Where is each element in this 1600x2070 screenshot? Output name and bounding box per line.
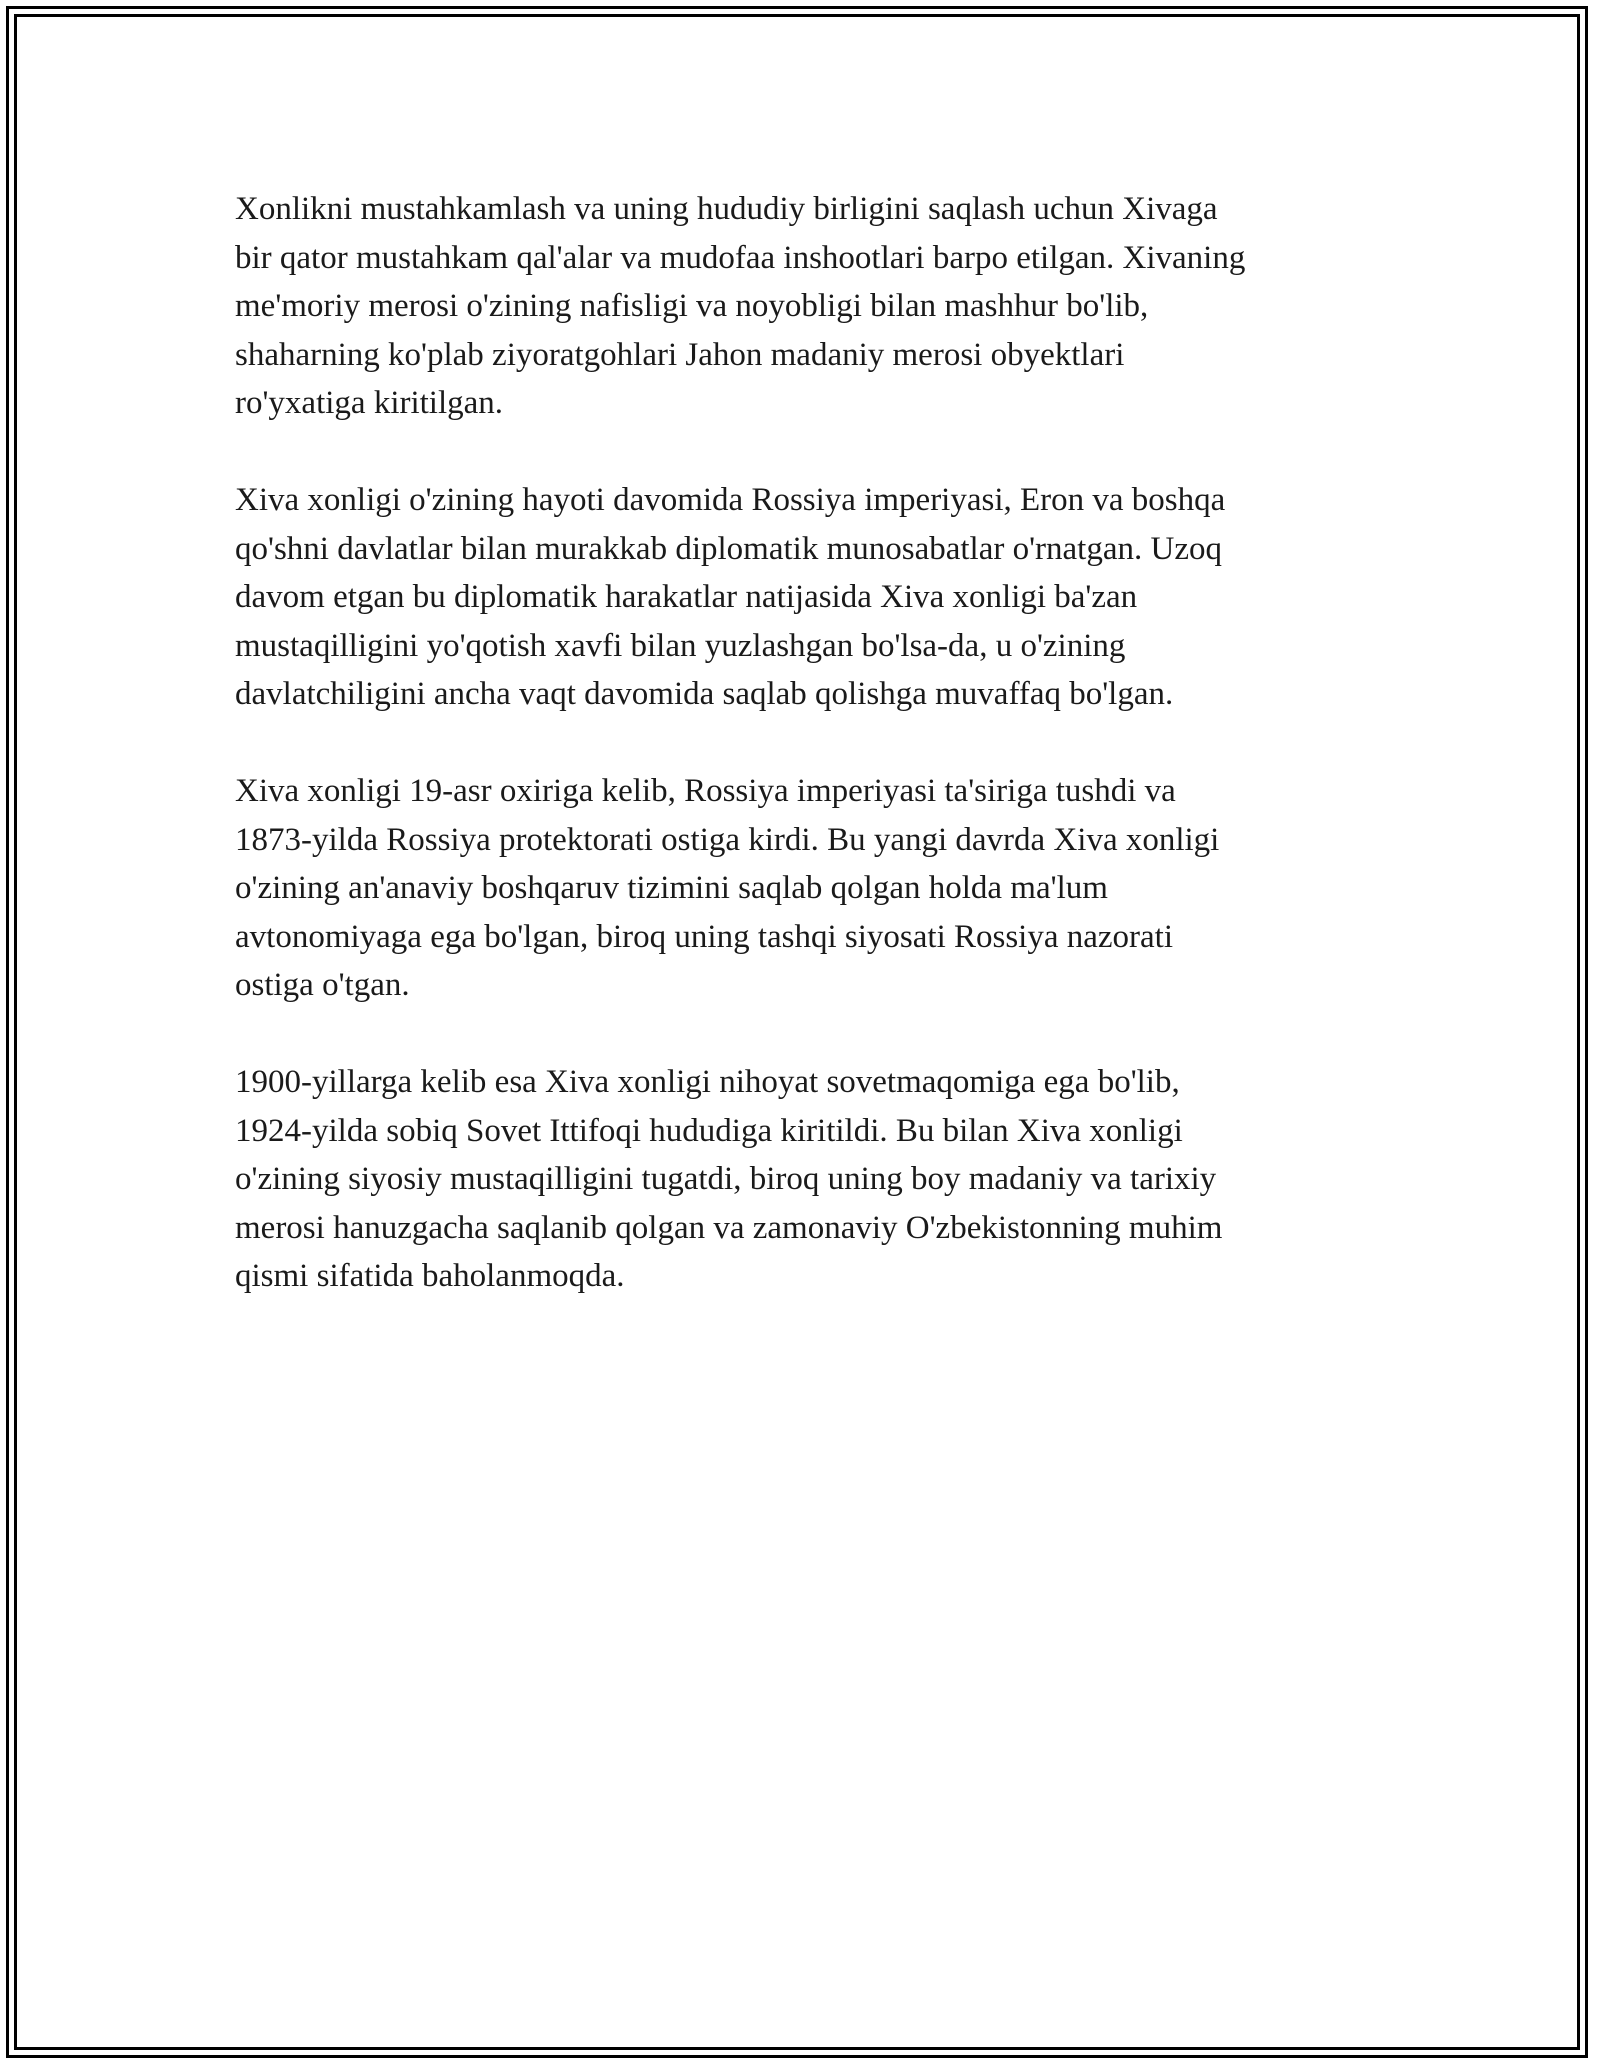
text-line: Xiva xonligi 19-asr oxiriga kelib, Rossiya imperiyasi ta'siriga tushdi va bbox=[235, 773, 1176, 809]
text-line: avtonomiyaga ega bo'lgan, biroq uning tashqi siyosati Rossiya nazorati bbox=[235, 918, 1174, 955]
text-line: o'zining siyosiy mustaqilligini tugatdi, biroq uning boy madaniy va tarixiy bbox=[235, 1161, 1217, 1197]
text-line: mustaqilligini yo'qotish xavfi bilan yuzlashgan bo'lsa-da, u o'zining bbox=[235, 627, 1126, 664]
text-line: shaharning ko'plab ziyoratgohlari Jahon madaniy merosi obyektlari bbox=[235, 336, 1125, 373]
text-line: o'zining an'anaviy boshqaruv tizimini saqlab qolgan holda ma'lum bbox=[235, 870, 1108, 906]
document-body bbox=[235, 185, 1375, 1349]
paragraph-1 bbox=[235, 185, 1375, 428]
text-line: 1873-yilda Rossiya protektorati ostiga kirdi. Bu yangi davrda Xiva xonligi bbox=[235, 821, 1220, 858]
text-line: qismi sifatida baholanmoqda. bbox=[235, 1258, 625, 1294]
text-line: ostiga o'tgan. bbox=[235, 967, 410, 1003]
text-line: me'moriy merosi o'zining nafisligi va noyobligi bilan mashhur bo'lib, bbox=[235, 288, 1149, 324]
paragraph-3 bbox=[235, 767, 1375, 1010]
text-line: 1924-yilda sobiq Sovet Ittifoqi hududiga kiritildi. Bu bilan Xiva xonligi bbox=[235, 1112, 1183, 1149]
text-line: davom etgan bu diplomatik harakatlar natijasida Xiva xonligi ba'zan bbox=[235, 579, 1138, 615]
text-line: 1900-yillarga kelib esa Xiva xonligi nihoyat sovetmaqomiga ega bo'lib, bbox=[235, 1064, 1180, 1100]
text-line: merosi hanuzgacha saqlanib qolgan va zamonaviy O'zbekistonning muhim bbox=[235, 1209, 1223, 1246]
text-line: bir qator mustahkam qal'alar va mudofaa inshootlari barpo etilgan. Xivaning bbox=[235, 239, 1246, 276]
text-line: Xiva xonligi o'zining hayoti davomida Rossiya imperiyasi, Eron va boshqa bbox=[235, 482, 1226, 518]
text-line: Xonlikni mustahkamlash va uning hududiy birligini saqlash uchun Xivaga bbox=[235, 191, 1218, 227]
paragraph-4 bbox=[235, 1058, 1375, 1301]
text-line: davlatchiligini ancha vaqt davomida saqlab qolishga muvaffaq bo'lgan. bbox=[235, 676, 1174, 712]
paragraph-2 bbox=[235, 476, 1375, 719]
text-line: ro'yxatiga kiritilgan. bbox=[235, 385, 504, 421]
text-line: qo'shni davlatlar bilan murakkab diplomatik munosabatlar o'rnatgan. Uzoq bbox=[235, 530, 1222, 567]
